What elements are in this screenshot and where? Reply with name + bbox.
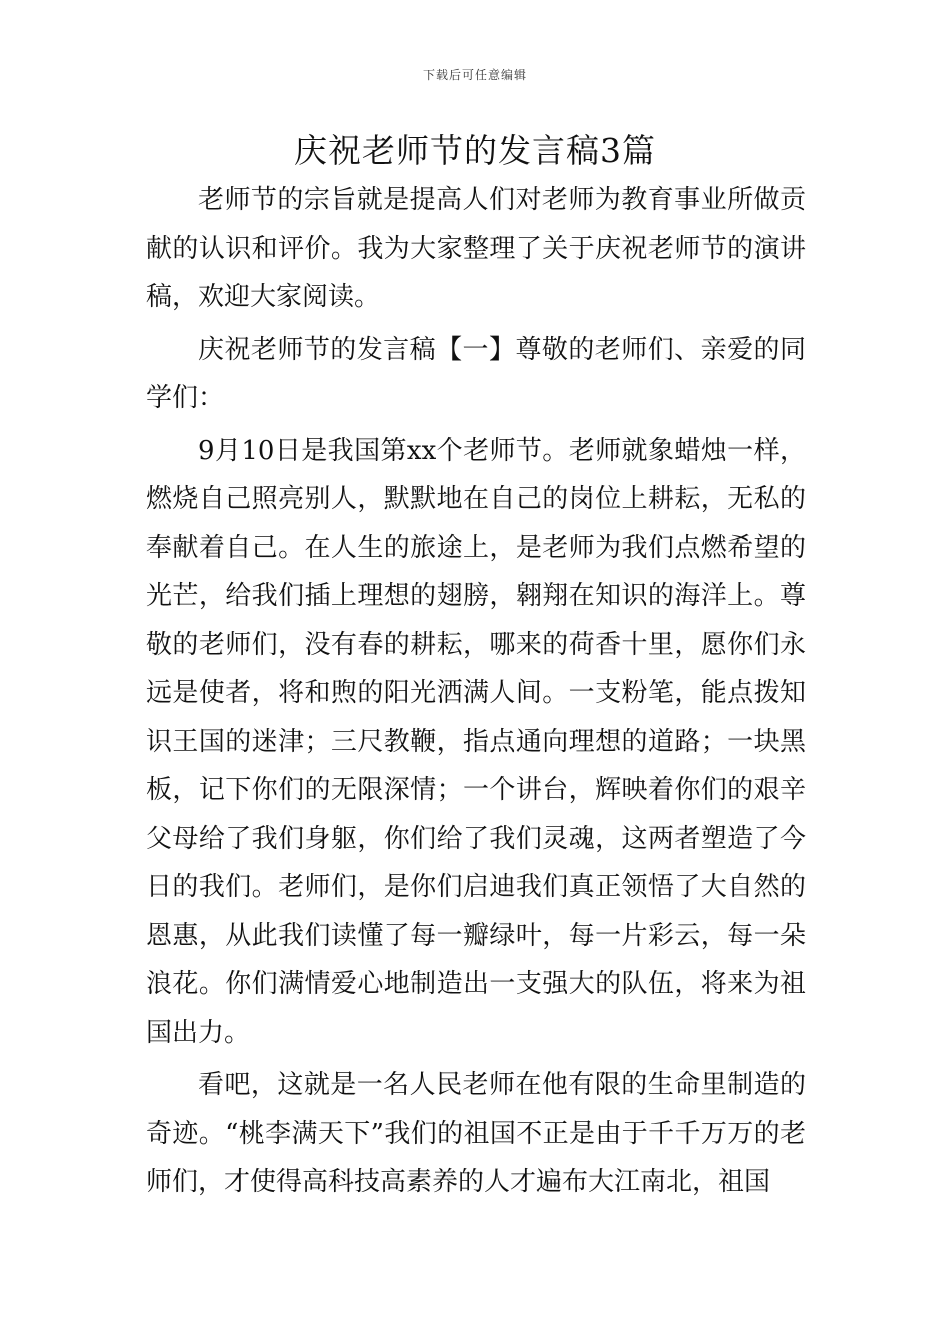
paragraph-teachers-day: 9月10日是我国第xx个老师节。老师就象蜡烛一样，燃烧自己照亮别人，默默地在自己的岗位上耕耘，无私的奉献着自己。在人生的旅途上，是老师为我们点燃希望的光芒，给我们插上理想的翅膀，翱翔在知识的海洋上。尊敬的老师们，没有春的耕耘，哪来的荷香十里，愿你们永远是使者，将和煦的阳光洒满人间。一支粉笔，能点拨知识王国的迷津；三尺教鞭，指点通向理想的道路；一块黑板，记下你们的无限深情；一个讲台，辉映着你们的艰辛父母给了我们身躯，你们给了我们灵魂，这两者塑造了今日的我们。老师们，是你们启迪我们真正领悟了大自然的恩惠，从此我们读懂了每一瓣绿叶，每一片彩云，每一朵浪花。你们满情爱心地制造出一支强大的队伍，将来为祖国出力。 xyxy=(146,435,806,1048)
paragraph-intro: 老师节的宗旨就是提高人们对老师为教育事业所做贡献的认识和评价。我为大家整理了关于庆祝老师节的演讲稿，欢迎大家阅读。 xyxy=(146,185,806,312)
page-header: 下载后可任意编辑 xyxy=(422,68,527,82)
document-body xyxy=(146,176,806,1211)
paragraph-miracle: 看吧，这就是一名人民老师在他有限的生命里制造的奇迹。“桃李满天下”我们的祖国不正是由于千千万万的老师们，才使得高科技高素养的人才遍布大江南北，祖国 xyxy=(146,1070,806,1197)
document-title: 庆祝老师节的发言稿3篇 xyxy=(294,131,656,170)
paragraph-speech-heading: 庆祝老师节的发言稿【一】尊敬的老师们、亲爱的同学们： xyxy=(146,334,806,413)
